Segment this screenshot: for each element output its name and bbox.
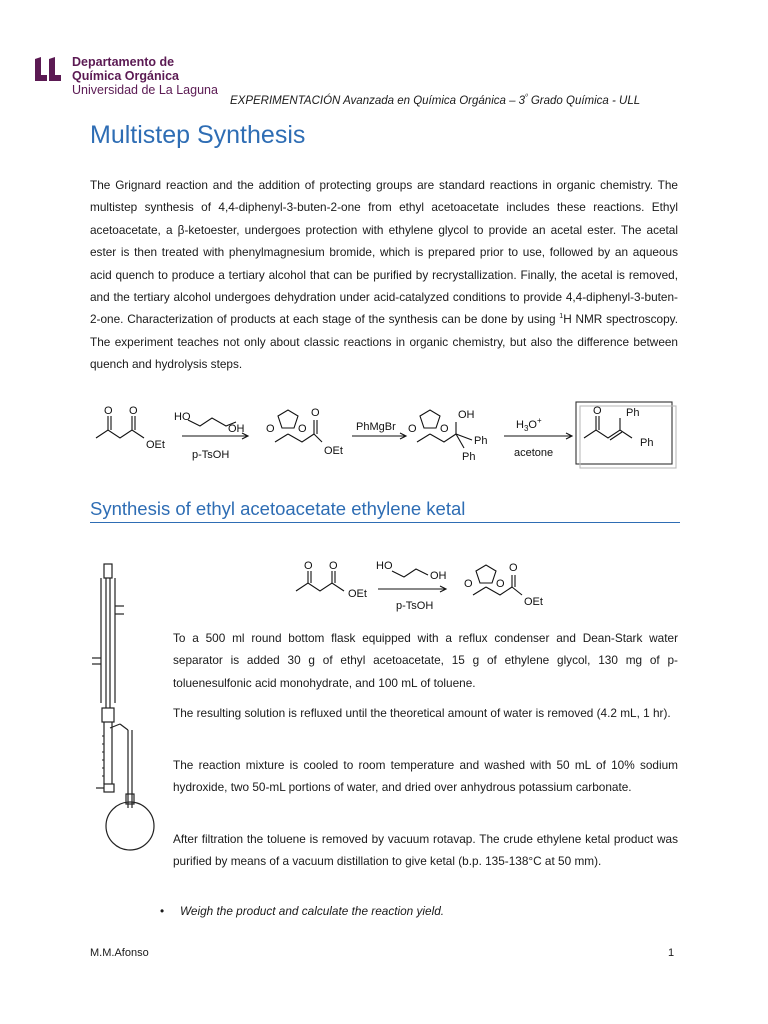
scheme2-ptsoh: p-TsOH: [396, 600, 434, 612]
scheme1-oet-2: OEt: [324, 445, 343, 457]
reaction-scheme-full: [90, 398, 680, 476]
intro-paragraph: [90, 174, 678, 376]
logo-line-2: Química Orgánica: [72, 69, 179, 83]
procedure-paragraph-1: To a 500 ml round bottom flask equipped with a reflux condenser and Dean-Stark water separator is added 30 g of ethyl acetoacetate, 15 g of ethylene glycol, 130 mg of p-toluenesulfonic acid monohydrate, and 100 mL of toluene.: [173, 631, 678, 690]
footer-author: M.M.Afonso: [90, 947, 149, 959]
logo-line-3: Universidad de La Laguna: [72, 83, 218, 97]
scheme2-oet-2: OEt: [524, 596, 543, 608]
scheme1-oet-1: OEt: [146, 439, 165, 451]
scheme2-o-1: O: [304, 560, 313, 572]
h3o-h: H: [516, 419, 524, 431]
scheme1-prod-o: O: [593, 405, 602, 417]
scheme1-alc-o-2: O: [440, 423, 449, 435]
scheme1-ketal-o-2: O: [298, 423, 307, 435]
scheme1-oh: OH: [228, 423, 245, 435]
scheme1-alc-ph-2: Ph: [462, 451, 476, 463]
running-header: [230, 94, 640, 107]
section-divider: [90, 522, 680, 523]
procedure-paragraph-4: After filtration the toluene is removed by vacuum rotavap. The crude ethylene ketal product was purified by means of a vacuum distillation to give ketal (b.p. 135-138°C at 50 mm).: [173, 832, 678, 869]
scheme1-ketal-o-1: O: [266, 423, 275, 435]
university-logo-text: [72, 55, 218, 97]
scheme1-h3o: [516, 416, 542, 433]
scheme2-oh: OH: [430, 570, 447, 582]
scheme1-prod-ph-2: Ph: [640, 437, 654, 449]
scheme2-ketal-o-2: O: [496, 578, 505, 590]
h3o-sup: +: [536, 416, 542, 425]
h3o-sub: 3: [523, 424, 529, 433]
scheme1-alc-o-1: O: [408, 423, 417, 435]
scheme2-ketal-o-1: O: [464, 578, 473, 590]
reaction-scheme-ketalization: [292, 555, 572, 617]
h3o-o: O: [528, 419, 537, 431]
header-sup: º: [525, 94, 528, 101]
section-heading: Synthesis of ethyl acetoacetate ethylene ketal: [90, 498, 466, 519]
scheme1-alc-oh: OH: [458, 409, 475, 421]
scheme2-oet-1: OEt: [348, 588, 367, 600]
scheme1-ho: HO: [174, 411, 191, 423]
procedure-paragraph-3: The reaction mixture is cooled to room temperature and washed with 50 mL of 10% sodium hydroxide, two 50-mL portions of water, and dried over anhydrous potassium carbonate.: [173, 758, 678, 795]
header-text-a: EXPERIMENTACIÓN Avanzada en Química Orgánica – 3: [230, 94, 526, 107]
scheme1-o-2: O: [129, 405, 138, 417]
header-text-b: Grado Química - ULL: [527, 94, 641, 107]
scheme1-acetone: acetone: [514, 447, 554, 459]
intro-sup: 1: [559, 313, 564, 321]
scheme1-ketal-o-3: O: [311, 407, 320, 419]
intro-text-a: The Grignard reaction and the addition of protecting groups are standard reactions in organic chemistry. The multistep synthesis of 4,4-diphenyl-3-buten-2-one from ethyl acetoacetate includes these reactions. Ethyl acetoacetate, a β-ketoester, undergoes protection with ethylene glycol to provide an acetal ester. The acetal ester is then treated with phenylmagnesium bromide, which is prepared prior to use, followed by an aqueous acid quench to produce a tertiary alcohol that can be purified by recrystallization. Finally, the acetal is removed, and the tertiary alcohol undergoes dehydration under acid-catalyzed conditions to provide 4,4-diphenyl-3-buten-2-one. Characterization of products at each stage of the synthesis can be done by using: [90, 178, 678, 327]
page-number: 1: [668, 947, 675, 959]
scheme1-ptsoh: p-TsOH: [192, 449, 230, 461]
bullet-mark: •: [160, 904, 165, 918]
scheme2-o-2: O: [329, 560, 338, 572]
scheme2-ketal-o-3: O: [509, 562, 518, 574]
scheme1-prod-ph-1: Ph: [626, 407, 640, 419]
task-bullet: [160, 904, 444, 918]
bullet-text: Weigh the product and calculate the reaction yield.: [180, 904, 445, 918]
scheme2-ho: HO: [376, 560, 393, 572]
page-title: Multistep Synthesis: [90, 121, 306, 149]
scheme1-alc-ph-1: Ph: [474, 435, 488, 447]
intro-text-b: H NMR spectroscopy. The experiment teaches not only about classic reactions in organic chemistry, but also the difference between quench and hydrolysis steps.: [90, 312, 678, 372]
logo-line-1: Departamento de: [72, 55, 175, 69]
scheme1-phmgbr: PhMgBr: [356, 421, 396, 433]
scheme1-o-1: O: [104, 405, 113, 417]
procedure-paragraph-2: The resulting solution is refluxed until the theoretical amount of water is removed (4.2 mL, 1 hr).: [173, 706, 671, 720]
ull-logo-icon: [33, 57, 67, 83]
dean-stark-apparatus-icon: [90, 558, 170, 858]
